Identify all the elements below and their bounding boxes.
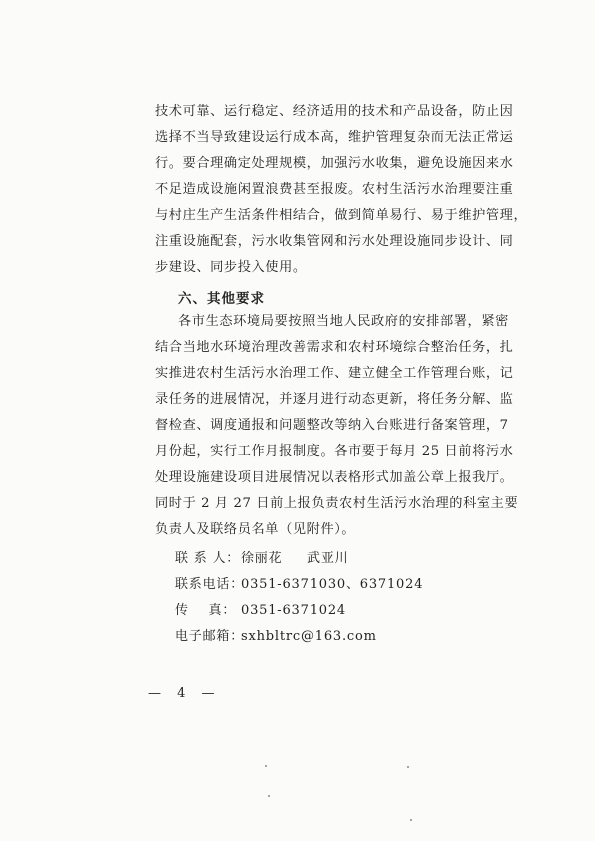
contact-fax-value: 0351-6371024 [241,603,346,618]
paragraph-line: 实推进农村生活污水治理工作、建立健全工作管理台账，记 [155,366,514,381]
contact-person [175,547,348,566]
paragraph-line: 结合当地水环境治理改善需求和农村环境综合整治任务，扎 [155,340,514,355]
contact-email-label: 电子邮箱： [175,629,245,644]
scan-speck [410,819,412,821]
contact-phone-value: 0351-6371030、6371024 [241,577,424,592]
contact-email [175,625,377,644]
paragraph-line: 选择不当导致建设运行成本高，维护管理复杂而无法正常运 [155,130,514,145]
paragraph-line: 负责人及联络员名单（见附件）。 [155,522,356,537]
scan-speck [407,766,409,768]
scan-speck [268,795,270,797]
paragraph-line: 注重设施配套，污水收集管网和污水处理设施同步设计、同 [155,234,514,249]
paragraph-line: 录任务的进展情况，并逐月进行动态更新，将任务分解、监 [155,392,514,407]
section-heading: 六、其他要求 [178,291,265,307]
contact-fax [175,599,346,618]
paragraph-line: 行。要合理确定处理规模，加强污水收集，避免设施因来水 [155,156,514,171]
paragraph-line: 同时于 2 月 27 日前上报负责农村生活污水治理的科室主要 [155,496,519,511]
paragraph-line: 月份起，实行工作月报制度。各市要于每月 25 日前将污水 [155,444,514,459]
paragraph-line: 与村庄生产生活条件相结合，做到简单易行、易于维护管理， [155,208,528,223]
scan-speck [265,765,267,767]
contact-person-value: 徐丽花 武亚川 [241,551,349,566]
contact-phone [175,573,423,592]
contact-phone-label: 联系电话： [175,577,245,592]
contact-email-value: sxhbltrc@163.com [241,629,377,644]
paragraph-line: 各市生态环境局要按照当地人民政府的安排部署，紧密 [178,314,509,329]
paragraph-line: 技术可靠、运行稳定、经济适用的技术和产品设备，防止因 [155,104,514,119]
contact-fax-label: 传 真： [175,603,237,618]
paragraph-line: 不足造成设施闲置浪费甚至报废。农村生活污水治理要注重 [155,182,514,197]
paragraph-line: 督检查、调度通报和问题整改等纳入台账进行备案管理，7 [155,418,509,433]
page-number: — 4 — [148,686,221,701]
paragraph-line: 步建设、同步投入使用。 [155,260,307,275]
paragraph-line: 处理设施建设项目进展情况以表格形式加盖公章上报我厅。 [155,470,514,485]
contact-person-label: 联 系 人： [175,551,241,566]
